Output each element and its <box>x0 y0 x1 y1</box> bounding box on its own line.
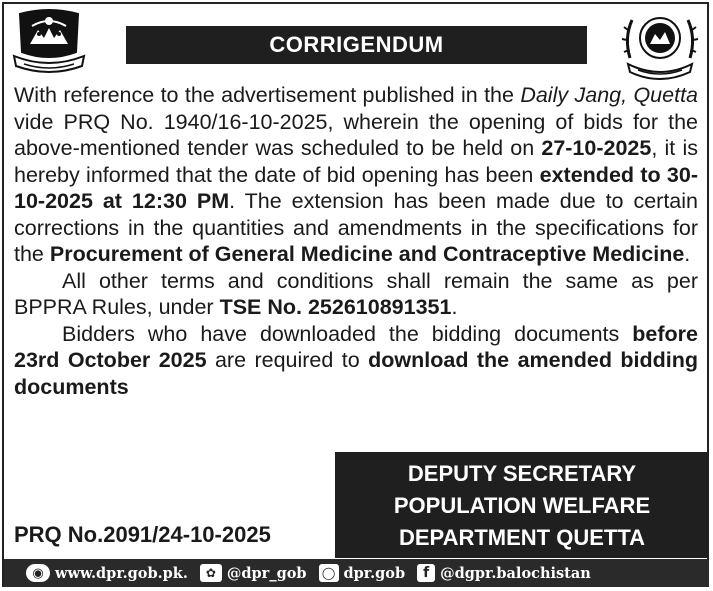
footer-instagram[interactable]: ◯ dpr.gob <box>319 564 406 582</box>
balochistan-emblem-icon <box>10 8 88 76</box>
signature-line-2: POPULATION WELFARE <box>393 493 651 518</box>
facebook-icon: f <box>417 564 435 582</box>
signature-line-1: DEPUTY SECRETARY <box>407 461 637 486</box>
paragraph-terms: All other terms and conditions shall remain the same as per BPPRA Rules, under TSE No. 252610891351. <box>14 268 698 319</box>
notice-body <box>14 82 698 400</box>
globe-icon: ◉ <box>26 564 50 582</box>
instagram-icon: ◯ <box>319 564 339 582</box>
paragraph-bidders: Bidders who have downloaded the bidding documents before 23rd October 2025 are required to download the amended bidding documents <box>14 321 698 399</box>
footer-facebook[interactable]: f @dgpr.balochistan <box>417 564 591 582</box>
prq-number: PRQ No.2091/24-10-2025 <box>14 522 271 547</box>
signature-line-3: DEPARTMENT QUETTA <box>398 525 646 550</box>
signature-block <box>335 452 709 558</box>
dgpr-seal-icon <box>620 8 700 80</box>
footer-bar <box>4 559 709 587</box>
footer-website[interactable]: ◉ www.dpr.gob.pk. <box>26 564 188 582</box>
twitter-icon: ✿ <box>200 564 222 582</box>
notice-title: CORRIGENDUM <box>126 26 587 64</box>
footer-twitter[interactable]: ✿ @dpr_gob <box>200 564 307 582</box>
paragraph-reference: With reference to the advertisement published in the Daily Jang, Quetta vide PRQ No. 1940/16-10-2025, wherein the opening of bids for the above-mentioned tender was scheduled to be held on 27-10-2025, it is hereby informed that the date of bid opening has been extended to 30-10-2025 at 12:30 PM. The extension has been made due to certain corrections in the quantities and amendments in the specifications for the Procurement of General Medicine and Contraceptive Medicine. <box>14 83 698 266</box>
